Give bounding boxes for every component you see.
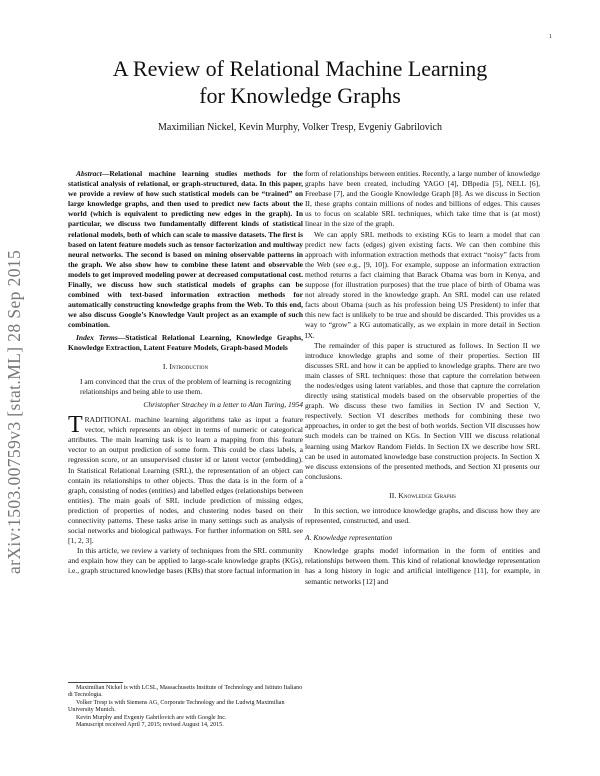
body-paragraph: In this section, we introduce knowledge graphs, and discuss how they are represented, constructed, and used.: [305, 506, 540, 526]
footnote: Maximilian Nickel is with LCSL, Massachusetts Institute of Technology and Istituto Italiano di Tecnologia.: [68, 685, 303, 699]
title-line-1: A Review of Relational Machine Learning: [112, 56, 488, 81]
abstract-text: —Relational machine learning studies methods for the statistical analysis of relational, or graph-structured, data. In this paper, we provide a review of how such statistical models can be “trained” on large knowledge graphs, and then used to predict new facts about the world (which is equivalent to predicting new edges in the graph). In particular, we discuss two fundamentally different kinds of statistical relational models, both of which can scale to massive datasets. The first is based on latent feature models such as tensor factorization and multiway neural networks. The second is based on mining observable patterns in the graph. We also show how to combine these latent and observable models to get improved modeling power at decreased computational cost. Finally, we discuss how such statistical models of graphs can be combined with text-based information extraction methods for automatically constructing knowledge graphs from the Web. To this end, we also discuss Google’s Knowledge Vault project as an example of such combination.: [68, 169, 303, 330]
index-terms-text: —Statistical Relational Learning, Knowledge Graphs, Knowledge Extraction, Latent Feature Models, Graph-based Models: [68, 332, 303, 352]
body-paragraph: form of relationships between entities. Recently, a large number of knowledge graphs have been created, including YAGO [4], DBpedia [5], NELL [6], Freebase [7], and the Google Knowledge Graph [8]. As we discuss in Section II, these graphs contain millions of nodes and billions of edges. This causes us to focus on scalable SRL techniques, which take time that is (at most) linear in the size of the graph.: [305, 169, 540, 229]
paper-title: [60, 55, 540, 109]
footnote-rule: [68, 682, 123, 683]
abstract: [68, 169, 303, 331]
arxiv-watermark: arXiv:1503.00759v3 [stat.ML] 28 Sep 2015: [4, 249, 24, 574]
drop-cap: T: [68, 412, 83, 439]
footnote: Kevin Murphy and Evgeniy Gabrilovich are with Google Inc.: [76, 714, 227, 721]
epigraph-attribution: Christopher Strachey in a letter to Alan Turing, 1954: [143, 399, 303, 409]
title-line-2: for Knowledge Graphs: [199, 83, 401, 108]
subsection-heading: A. Knowledge representation: [305, 533, 393, 543]
intro-paragraph-1-text: RADITIONAL machine learning algorithms take as input a feature vector, which represents an object in terms of numeric or categorical attributes. The main learning task is to learn a mapping from this feature vector to an output prediction of some form. This could be class labels, a regression score, or an unsupervised cluster id or latent vector (embedding). In Statistical Relational Learning (SRL), the representation of an object can contain its relationships to other objects. Thus the data is in the form of a graph, consisting of nodes (entities) and labelled edges (relationships between entities). The main goals of SRL include prediction of missing edges, prediction of properties of nodes, and clustering nodes based on their connectivity patterns. These tasks arise in many settings such as analysis of social networks and biological pathways. For further information on SRL see [1, 2, 3].: [68, 415, 303, 546]
section-heading-introduction: I. Introduction: [162, 361, 209, 371]
body-paragraph: Knowledge graphs model information in the form of entities and relationships between them. This kind of relational knowledge representation has a long history in logic and artificial intelligence [11], for example, in semantic networks [12] and: [305, 546, 540, 586]
abstract-label: Abstract: [76, 169, 102, 178]
right-column: [305, 169, 540, 587]
intro-paragraph-2: In this article, we review a variety of techniques from the SRL community and explain how they can be applied to large-scale knowledge graphs (KGs), i.e., graph structured knowledge bases (KBs) that store factual information in: [68, 546, 303, 576]
footnote: Volker Tresp is with Siemens AG, Corporate Technology and the Ludwig Maximilian University Munich.: [68, 699, 285, 714]
section-heading-knowledge-graphs: II. Knowledge Graphs: [389, 490, 456, 500]
body-paragraph: The remainder of this paper is structured as follows. In Section II we introduce knowledge graphs and some of their properties. Section III discusses SRL and how it can be applied to knowledge graphs. There are two main classes of SRL techniques: those that capture the correlation between the nodes/edges using latent variables, and those that capture the correlation directly using statistical models based on the observable properties of the graph. We discuss these two families in Section IV and Section V, respectively. Section VI describes methods for combining these two approaches, in order to get the best of both worlds. Section VII discusses how such models can be trained on KGs. In Section VIII we discuss relational learning using Markov Random Fields. In Section IX we describe how SRL can be used in automated knowledge base construction projects. In Section X we discuss extensions of the presented methods, and Section XI presents our conclusions.: [305, 340, 540, 481]
intro-paragraph-1: [68, 412, 303, 546]
page-number: 1: [549, 34, 552, 40]
body-paragraph: We can apply SRL methods to existing KGs to learn a model that can predict new facts (edges) given existing facts. We can then combine this approach with information extraction methods that extract “noisy” facts from the Web (see e.g., [9, 10]). For example, suppose an information extraction method returns a fact claiming that Barack Obama was born in Kenya, and suppose (for illustration purposes) that the true place of birth of Obama was not already stored in the knowledge graph. An SRL model can use related facts about Obama (such as his profession being US President) to infer that this new fact is unlikely to be true and should be discarded. This provides us a way to “grow” a KG automatically, as we explain in more detail in Section IX.: [305, 229, 540, 340]
left-column: [68, 169, 303, 577]
footnotes: [68, 682, 303, 729]
index-terms-label: Index Terms: [76, 332, 118, 342]
author-list: Maximilian Nickel, Kevin Murphy, Volker Tresp, Evgeniy Gabrilovich: [158, 122, 442, 133]
index-terms: [68, 333, 303, 353]
footnote: Manuscript received April 7, 2015; revised August 14, 2015.: [76, 722, 224, 729]
epigraph-quote: I am convinced that the crux of the problem of learning is recognizing relationships and being able to use them.: [80, 376, 291, 396]
